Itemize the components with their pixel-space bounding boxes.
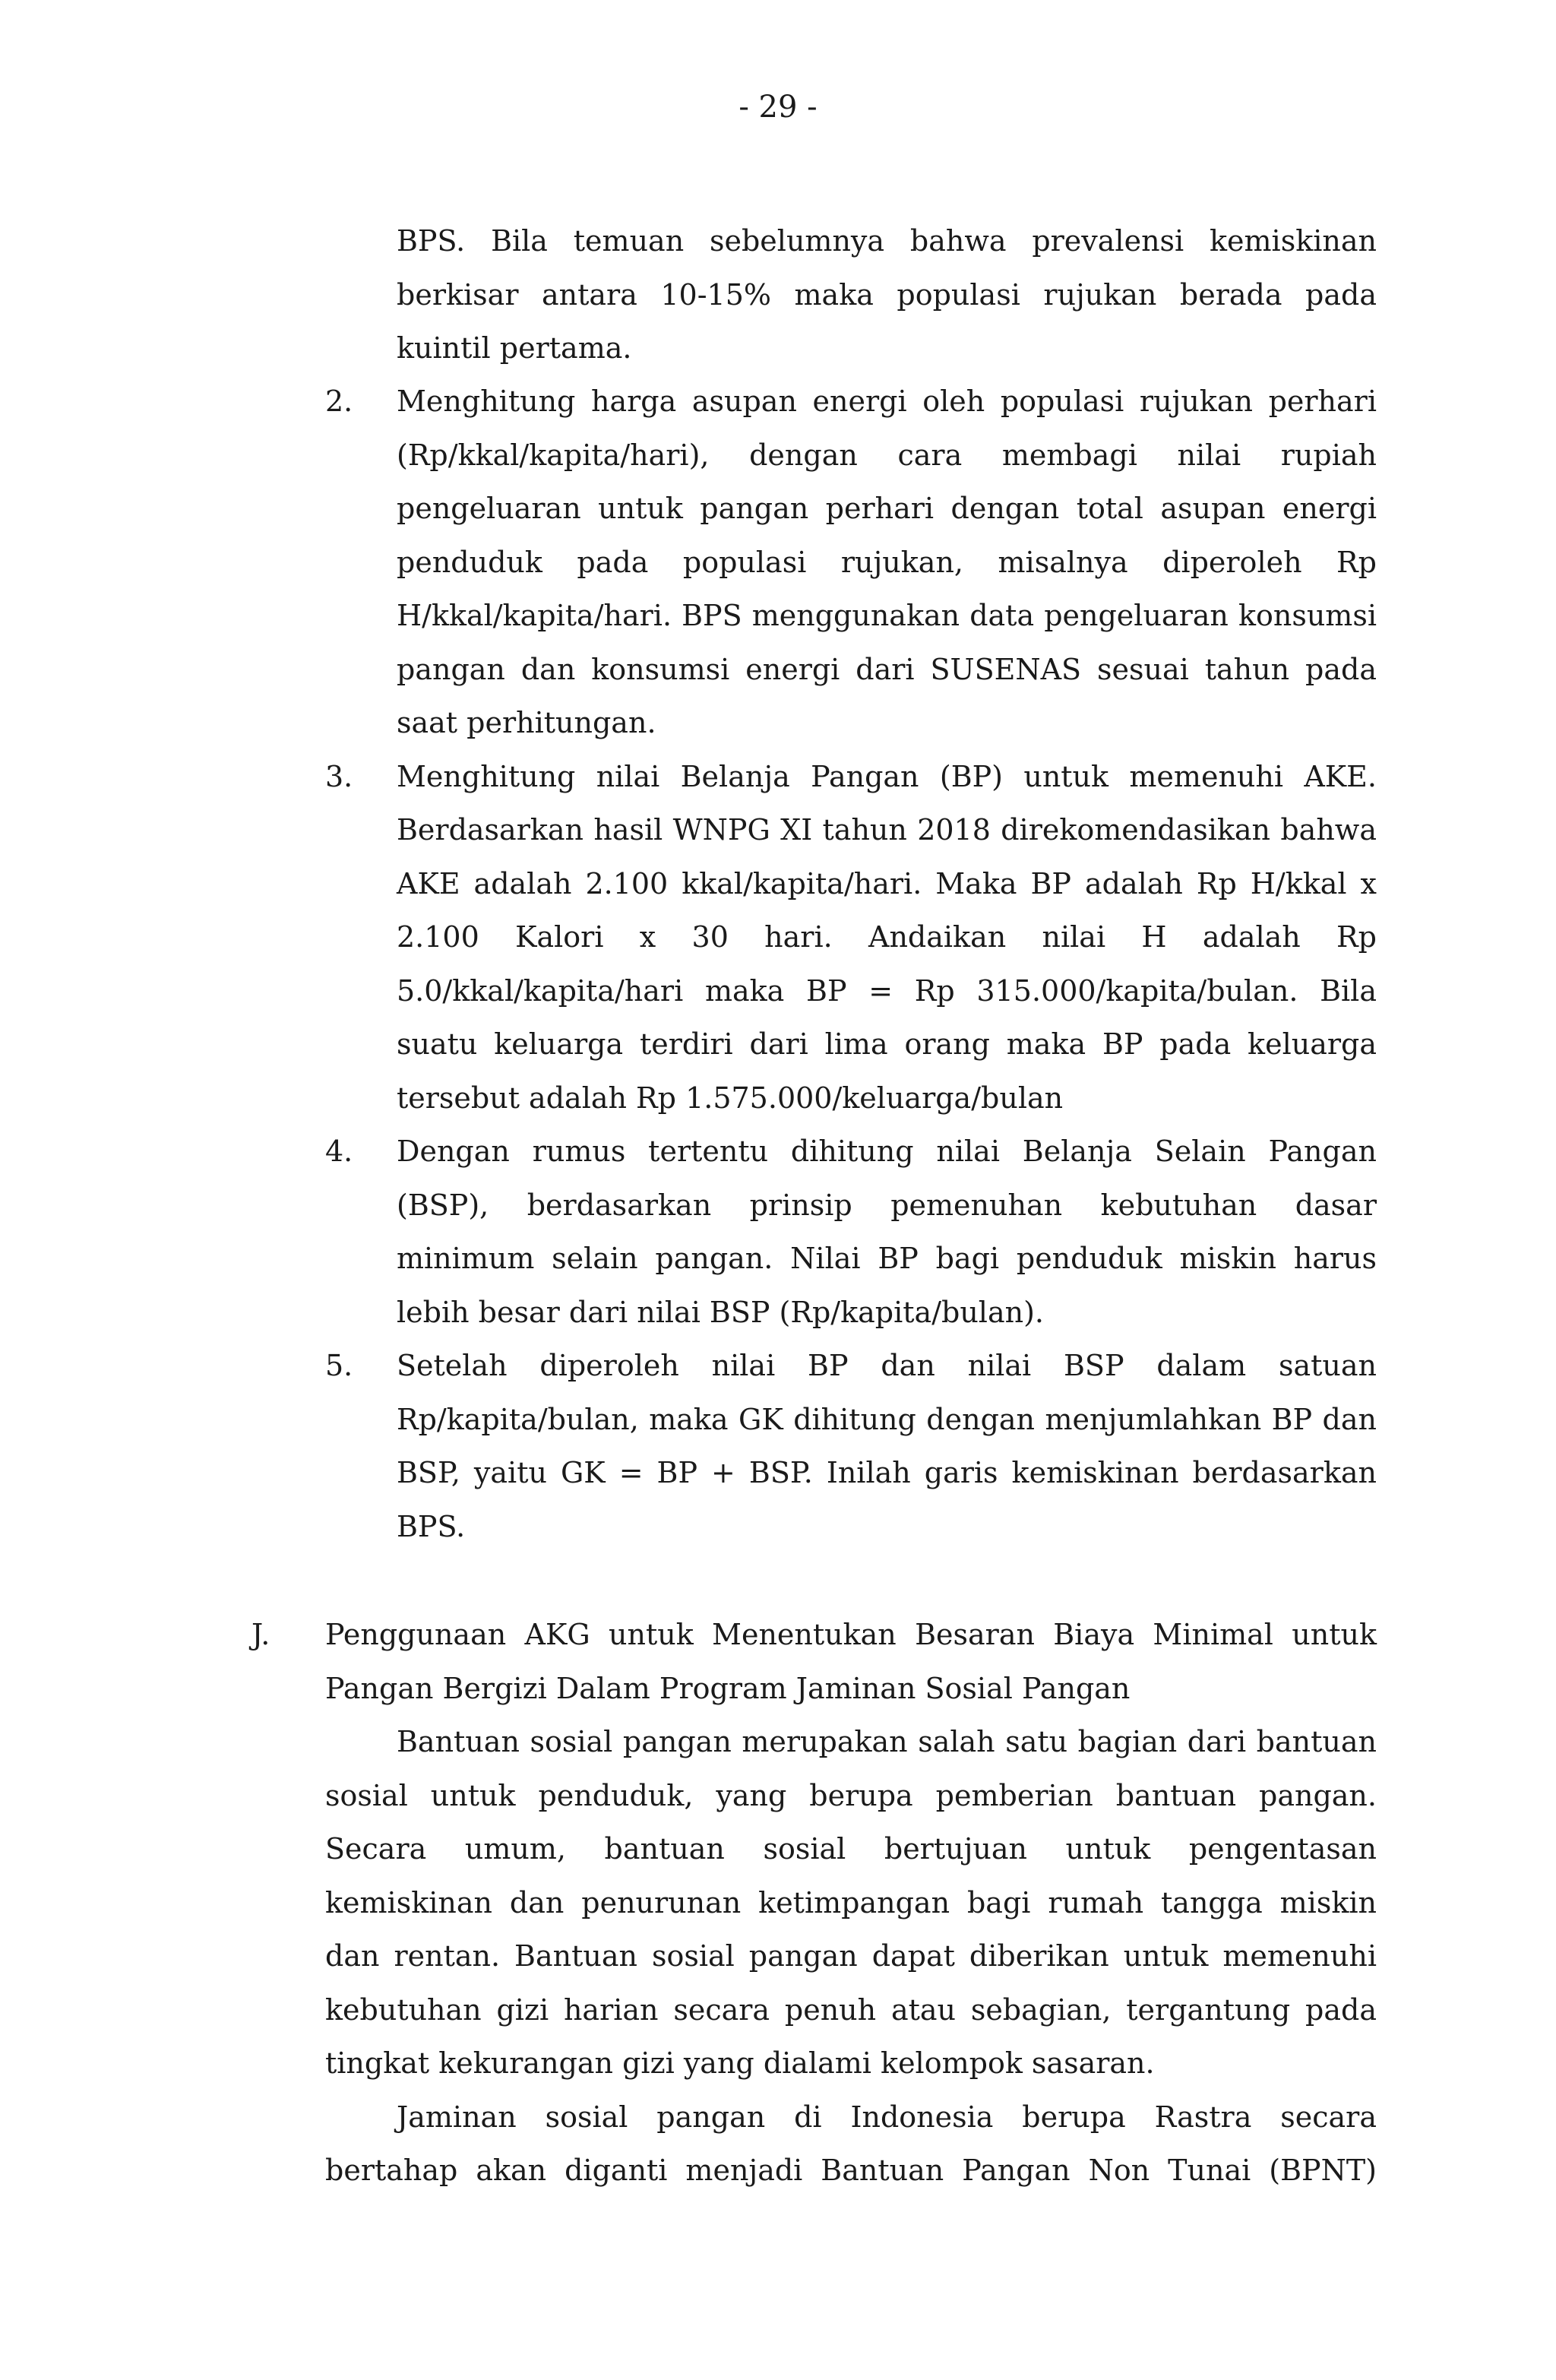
list-item-text: Dengan rumus tertentu dihitung nilai Belanja Selain Pangan (BSP), berdasarkan prinsip pemenuhan kebutuhan dasar minimum selain pangan. Nilai BP bagi penduduk miskin harus lebih besar dari nilai BSP (Rp/kapita/bulan). xyxy=(397,1135,1377,1329)
section-letter: J. xyxy=(251,1618,270,1651)
page-number: - 29 - xyxy=(738,90,818,125)
list-item xyxy=(0,1339,1556,1553)
list-item-text: Menghitung harga asupan energi oleh populasi rujukan perhari (Rp/kkal/kapita/hari), dengan cara membagi nilai rupiah pengeluaran untuk pangan perhari dengan total asupan energi penduduk pada populasi rujukan, misalnya diperoleh Rp H/kkal/kapita/hari. BPS menggunakan data pengeluaran konsumsi pangan dan konsumsi energi dari SUSENAS sesuai tahun pada saat perhitungan. xyxy=(397,385,1377,739)
section-title: Penggunaan AKG untuk Menentukan Besaran Biaya Minimal untuk Pangan Bergizi Dalam Program Jaminan Sosial Pangan xyxy=(325,1618,1377,1705)
list-item-number: 5. xyxy=(325,1349,353,1382)
intro-continuation-paragraph: BPS. Bila temuan sebelumnya bahwa prevalensi kemiskinan berkisar antara 10-15% maka populasi rujukan berada pada kuintil pertama. xyxy=(397,224,1377,365)
list-item-number: 4. xyxy=(325,1135,353,1168)
list-item-text: Setelah diperoleh nilai BP dan nilai BSP dalam satuan Rp/kapita/bulan, maka GK dihitung dengan menjumlahkan BP dan BSP, yaitu GK = BP + BSP. Inilah garis kemiskinan berdasarkan BPS. xyxy=(397,1349,1377,1543)
list-item xyxy=(0,375,1556,750)
steps-list xyxy=(0,375,1556,1553)
section-paragraph: Jaminan sosial pangan di Indonesia berupa Rastra secara bertahap akan diganti menjadi Bantuan Pangan Non Tunai (BPNT) xyxy=(325,2100,1377,2187)
section-j xyxy=(0,1608,1556,2198)
section-paragraph: Bantuan sosial pangan merupakan salah satu bagian dari bantuan sosial untuk penduduk, yang berupa pemberian bantuan pangan. Secara umum, bantuan sosial bertujuan untuk pengentasan kemiskinan dan penurunan ketimpangan bagi rumah tangga miskin dan rentan. Bantuan sosial pangan dapat diberikan untuk memenuhi kebutuhan gizi harian secara penuh atau sebagian, tergantung pada tingkat kekurangan gizi yang dialami kelompok sasaran. xyxy=(325,1725,1377,2080)
list-item xyxy=(0,1125,1556,1339)
list-item-number: 2. xyxy=(325,385,353,418)
list-item xyxy=(0,750,1556,1125)
list-item-number: 3. xyxy=(325,759,353,793)
list-item-text: Menghitung nilai Belanja Pangan (BP) untuk memenuhi AKE. Berdasarkan hasil WNPG XI tahun 2018 direkomendasikan bahwa AKE adalah 2.100 kkal/kapita/hari. Maka BP adalah Rp H/kkal x 2.100 Kalori x 30 hari. Andaikan nilai H adalah Rp 5.0/kkal/kapita/hari maka BP = Rp 315.000/kapita/bulan. Bila suatu keluarga terdiri dari lima orang maka BP pada keluarga tersebut adalah Rp 1.575.000/keluarga/bulan xyxy=(397,759,1377,1115)
